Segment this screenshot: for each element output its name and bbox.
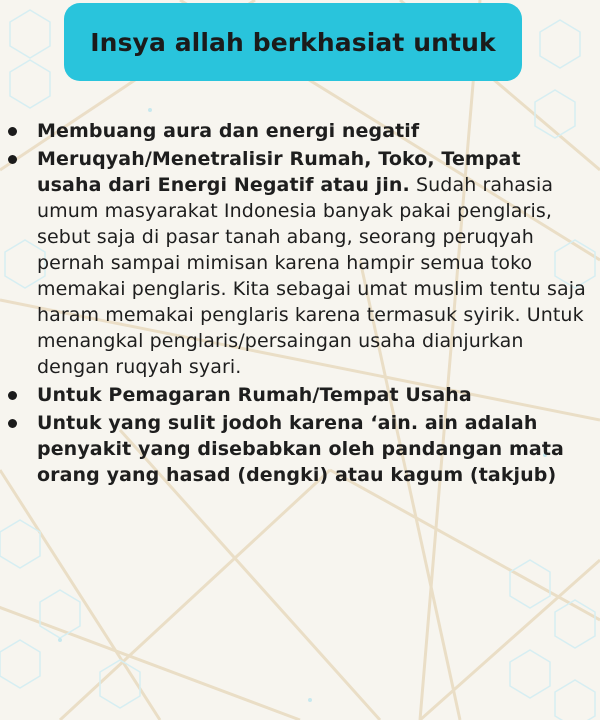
bullet-icon: [8, 391, 17, 400]
list-item: [0, 410, 600, 488]
item-regular-text: Sudah rahasia umum masyarakat Indonesia banyak pakai penglaris, sebut saja di pasar tanah abang, seorang peruqyah pernah sampai mimisan karena hampir semua toko memakai penglaris. Kita sebagai umat muslim tentu saja haram memakai penglaris karena termasuk syirik. Untuk menangkal penglaris/persaingan usaha dianjurkan dengan ruqyah syari.: [37, 174, 586, 378]
item-bold-text: Meruqyah/Menetralisir Rumah, Toko, Tempat usaha dari Energi Negatif atau jin.: [37, 148, 521, 196]
item-bold-text: Untuk Pemagaran Rumah/Tempat Usaha: [37, 384, 472, 406]
item-bold-text: Membuang aura dan energi negatif: [37, 120, 420, 142]
page-title: Insya allah berkhasiat untuk: [90, 27, 496, 57]
bullet-icon: [8, 127, 17, 136]
benefits-list: [0, 118, 600, 488]
list-item: [0, 118, 600, 144]
item-bold-text: Untuk yang sulit jodoh karena ‘ain. ain adalah penyakit yang disebabkan oleh pandangan mata orang yang hasad (dengki) atau kagum (takjub): [37, 412, 564, 486]
bullet-icon: [8, 419, 17, 428]
bullet-icon: [8, 155, 17, 164]
title-banner: [64, 3, 522, 81]
list-item: [0, 146, 600, 380]
list-item: [0, 382, 600, 408]
